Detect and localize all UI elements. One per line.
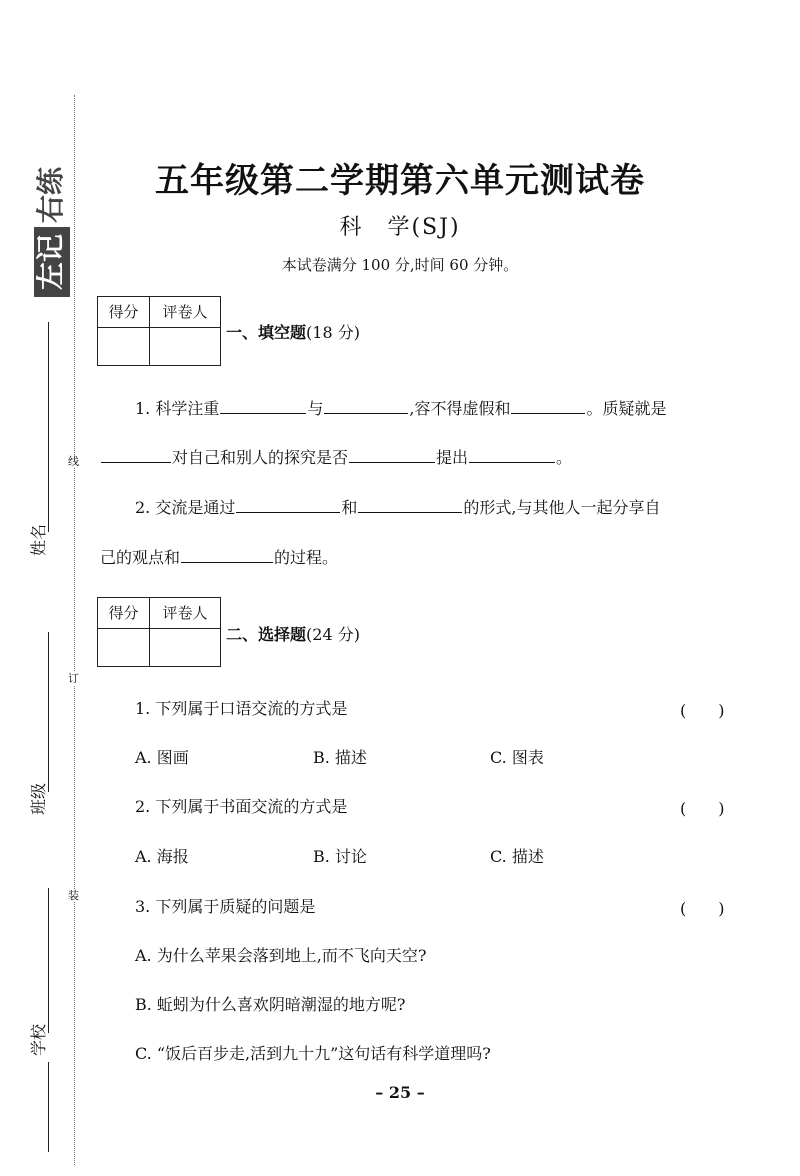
s1-q1-text-d: 。质疑就是	[586, 399, 667, 418]
s1-q2-line1	[135, 496, 775, 519]
grader-label: 评卷人	[150, 297, 220, 328]
section-2-title-bold: 二、选择题	[226, 625, 307, 644]
page-subtitle: 科 学(SJ)	[339, 215, 461, 240]
name-label: 姓名	[29, 523, 48, 556]
s1-q1-text-e: 对自己和别人的探究是否	[172, 448, 349, 467]
score-box-1	[97, 296, 221, 366]
score-label: 得分	[98, 297, 150, 328]
s2-q1-option-a[interactable]: A. 图画	[135, 748, 189, 767]
s1-q1-text-g: 。	[556, 448, 573, 467]
section-1-points: (18 分)	[306, 323, 360, 342]
s1-q1-blank-6[interactable]	[469, 446, 555, 463]
s1-q2-text-c: 的形式,与其他人一起分享自	[463, 498, 661, 517]
logo-text-right: 右练	[34, 166, 67, 224]
s1-q1-text-f: 提出	[436, 448, 469, 467]
grader-label: 评卷人	[150, 598, 220, 629]
s2-q2-option-a[interactable]: A. 海报	[135, 847, 189, 866]
s1-q1-blank-5[interactable]	[349, 446, 435, 463]
s2-q1-option-b[interactable]: B. 描述	[313, 748, 367, 767]
score-box-2	[97, 597, 221, 667]
class-field-line[interactable]	[48, 632, 49, 792]
s1-q2-text-b: 和	[341, 498, 358, 517]
s2-q2-option-b[interactable]: B. 讨论	[313, 847, 367, 866]
s1-q1-line2	[100, 446, 740, 469]
s2-q1-option-c[interactable]: C. 图表	[490, 748, 544, 767]
score-cell[interactable]	[98, 629, 150, 666]
s1-q2-blank-3[interactable]	[181, 546, 273, 563]
score-cell[interactable]	[98, 328, 150, 365]
s1-q1-text-b: 与	[307, 399, 324, 418]
s2-q3-stem: 3. 下列属于质疑的问题是	[135, 897, 316, 916]
class-label: 班级	[29, 782, 48, 815]
s2-q2-answer-paren[interactable]: ( )	[680, 799, 725, 818]
logo-text-left: 左记	[34, 233, 67, 291]
binding-mark-bind: 装	[68, 889, 79, 902]
section-2-points: (24 分)	[306, 625, 360, 644]
s2-q1-stem: 1. 下列属于口语交流的方式是	[135, 699, 348, 718]
s1-q1-line1	[135, 397, 775, 420]
s2-q1-answer-paren[interactable]: ( )	[680, 701, 725, 720]
s2-q3-option-c[interactable]: C. “饭后百步走,活到九十九”这句话有科学道理吗?	[135, 1044, 491, 1063]
s2-q2-stem: 2. 下列属于书面交流的方式是	[135, 797, 348, 816]
school-label: 学校	[29, 1023, 48, 1056]
s2-q3-option-a[interactable]: A. 为什么苹果会落到地上,而不飞向天空?	[135, 946, 427, 965]
s1-q2-text-d: 己的观点和	[100, 548, 181, 567]
s1-q1-blank-2[interactable]	[324, 397, 408, 414]
s2-q2-option-c[interactable]: C. 描述	[490, 847, 544, 866]
s1-q1-text-a: 1. 科学注重	[135, 399, 220, 418]
section-1-title-bold: 一、填空题	[226, 323, 307, 342]
s1-q2-text-e: 的过程。	[274, 548, 339, 567]
school-field-line-end	[48, 1062, 49, 1152]
s1-q2-blank-1[interactable]	[236, 496, 340, 513]
s1-q1-blank-1[interactable]	[220, 397, 306, 414]
s2-q3-answer-paren[interactable]: ( )	[680, 899, 725, 918]
binding-mark-order: 订	[68, 672, 79, 685]
s1-q2-line2	[100, 546, 740, 569]
binding-mark-line: 线	[68, 455, 79, 468]
page-title: 五年级第二学期第六单元测试卷	[155, 161, 645, 201]
s1-q2-text-a: 2. 交流是通过	[135, 498, 236, 517]
s1-q2-blank-2[interactable]	[358, 496, 462, 513]
s1-q1-text-c: ,容不得虚假和	[409, 399, 511, 418]
score-label: 得分	[98, 598, 150, 629]
school-field-line[interactable]	[48, 888, 49, 1033]
section-2-title	[226, 622, 360, 645]
section-1-title	[226, 320, 360, 343]
s1-q1-blank-4[interactable]	[101, 446, 171, 463]
page-number: – 25 –	[375, 1083, 425, 1102]
name-field-line[interactable]	[48, 322, 49, 532]
s1-q1-blank-3[interactable]	[511, 397, 585, 414]
s2-q3-option-b[interactable]: B. 蚯蚓为什么喜欢阴暗潮湿的地方呢?	[135, 995, 406, 1014]
exam-note: 本试卷满分 100 分,时间 60 分钟。	[281, 256, 519, 274]
